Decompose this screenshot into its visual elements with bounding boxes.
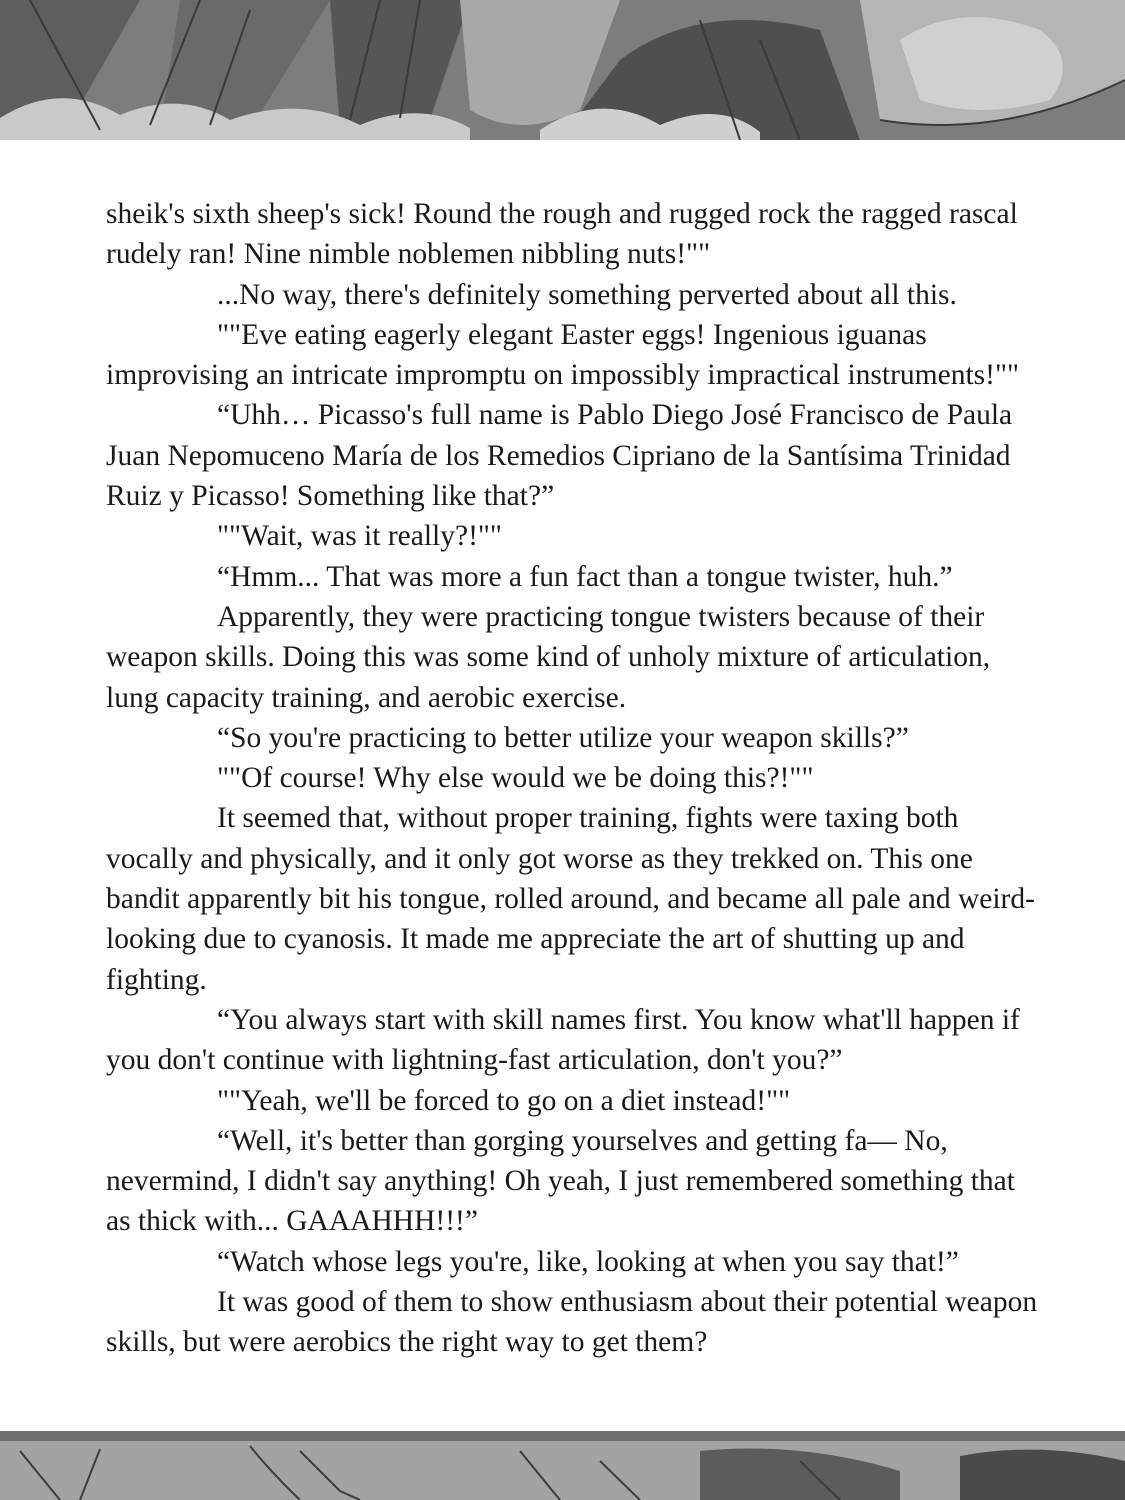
novel-text bbox=[106, 194, 1041, 1363]
paragraph: ""Wait, was it really?!"" bbox=[217, 520, 502, 553]
paragraph: sheik's sixth sheep's sick! Round the rough and rugged rock the ragged rascal rudely ran! Nine nimble noblemen nibbling nuts!"" bbox=[106, 198, 1018, 271]
paragraph: “So you're practicing to better utilize your weapon skills?” bbox=[217, 721, 909, 754]
paragraph: ...No way, there's definitely something perverted about all this. bbox=[217, 278, 957, 311]
paragraph: “Hmm... That was more a fun fact than a tongue twister, huh.” bbox=[217, 560, 953, 593]
manga-artwork-bottom bbox=[0, 1431, 1125, 1500]
top-illustration bbox=[0, 0, 1125, 140]
paragraph: It seemed that, without proper training, fights were taxing both vocally and physically, and it only got worse as they trekked on. This one bandit apparently bit his tongue, rolled around, and became all pale and weird-looking due to cyanosis. It made me appreciate the art of shutting up and fighting. bbox=[106, 802, 1035, 996]
paragraph: “You always start with skill names first. You know what'll happen if you don't continue with lightning-fast articulation, don't you?” bbox=[106, 1003, 1020, 1077]
bottom-illustration bbox=[0, 1431, 1125, 1500]
paragraph: It was good of them to show enthusiasm about their potential weapon skills, but were aerobics the right way to get them? bbox=[106, 1286, 1038, 1359]
paragraph: ""Eve eating eagerly elegant Easter eggs! Ingenious iguanas improvising an intricate impromptu on impossibly impractical instruments!"" bbox=[106, 318, 1020, 392]
paragraph: “Well, it's better than gorging yourselves and getting fa— No, nevermind, I didn't say anything! Oh yeah, I just remembered something that as thick with... GAAAHHH!!!” bbox=[106, 1124, 1015, 1238]
paragraph: “Watch whose legs you're, like, looking at when you say that!” bbox=[217, 1245, 959, 1278]
manga-artwork-top bbox=[0, 0, 1125, 140]
paragraph: “Uhh… Picasso's full name is Pablo Diego José Francisco de Paula Juan Nepomuceno María de los Remedios Cipriano de la Santísima Trinidad Ruiz y Picasso! Something like that?” bbox=[106, 399, 1013, 513]
paragraph: Apparently, they were practicing tongue twisters because of their weapon skills. Doing this was some kind of unholy mixture of articulation, lung capacity training, and aerobic exercise. bbox=[106, 600, 991, 714]
paragraph: ""Of course! Why else would we be doing this?!"" bbox=[217, 762, 814, 795]
paragraph: ""Yeah, we'll be forced to go on a diet instead!"" bbox=[217, 1084, 791, 1117]
